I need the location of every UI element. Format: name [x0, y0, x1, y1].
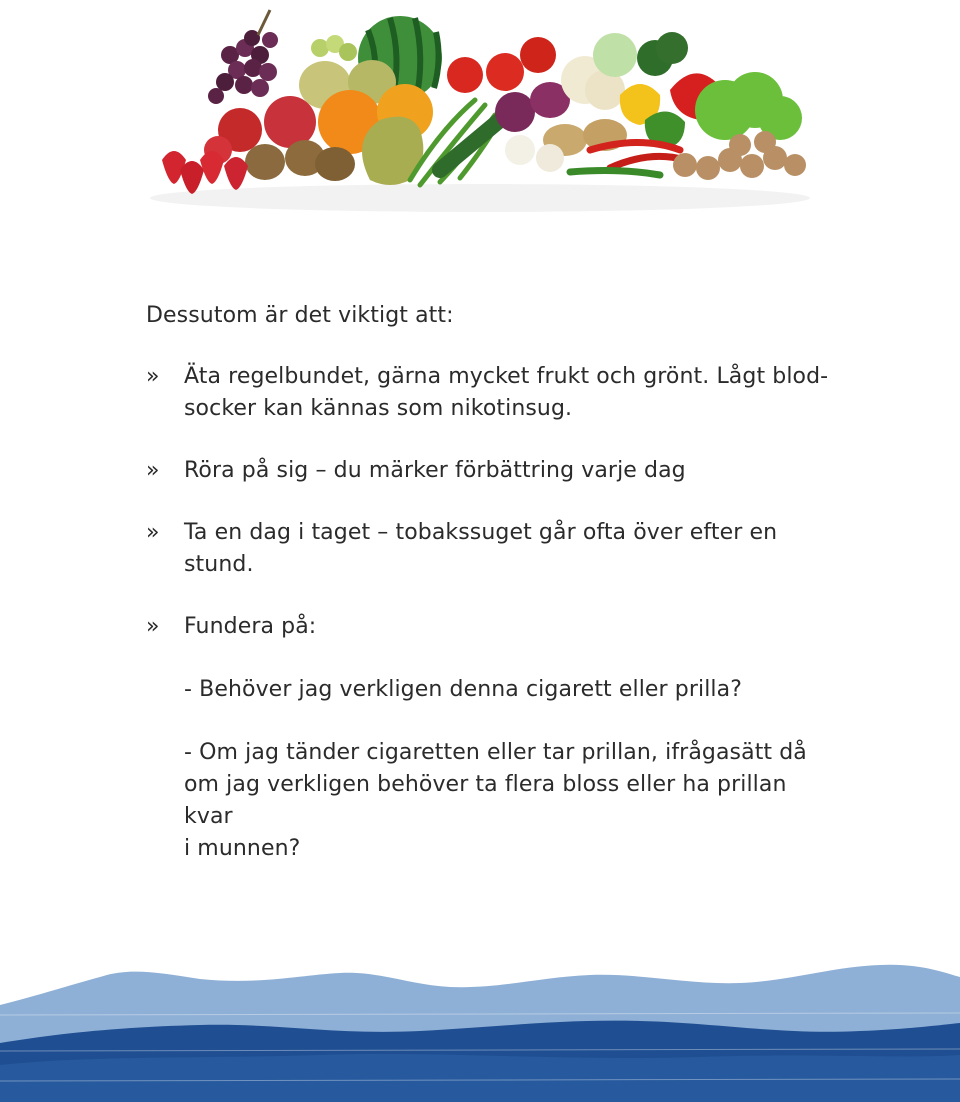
bullet-line: Fundera på:: [184, 614, 317, 639]
bullet-line: Äta regelbundet, gärna mycket frukt och grönt. Lågt blod-: [184, 364, 829, 389]
advice-text: [146, 300, 836, 865]
wave-decoration: [0, 955, 960, 1102]
intro-heading: Dessutom är det viktigt att:: [146, 303, 454, 328]
bullet-item: [146, 361, 836, 425]
bullet-mark: »: [146, 458, 160, 483]
bullet-line: stund.: [184, 552, 254, 577]
bullet-item: [146, 455, 836, 487]
question-line: om jag verkligen behöver ta flera bloss eller ha prillan kvar: [184, 772, 787, 829]
question-line: - Behöver jag verkligen denna cigarett eller prilla?: [184, 677, 743, 702]
fruit-vegetable-image: [140, 0, 820, 215]
bullet-line: Röra på sig – du märker förbättring varje dag: [184, 458, 686, 483]
bullet-mark: »: [146, 364, 160, 389]
bullet-mark: »: [146, 520, 160, 545]
question-line: i munnen?: [184, 836, 301, 861]
question-item: [184, 737, 836, 865]
bullet-mark: »: [146, 614, 160, 639]
bullet-item: [146, 611, 836, 643]
bullet-item: [146, 517, 836, 581]
bullet-line: Ta en dag i taget – tobakssuget går ofta över efter en: [184, 520, 778, 545]
question-item: [184, 674, 836, 706]
question-line: - Om jag tänder cigaretten eller tar prillan, ifrågasätt då: [184, 740, 807, 765]
grapes-icon: [208, 10, 278, 104]
bullet-line: socker kan kännas som nikotinsug.: [184, 396, 573, 421]
